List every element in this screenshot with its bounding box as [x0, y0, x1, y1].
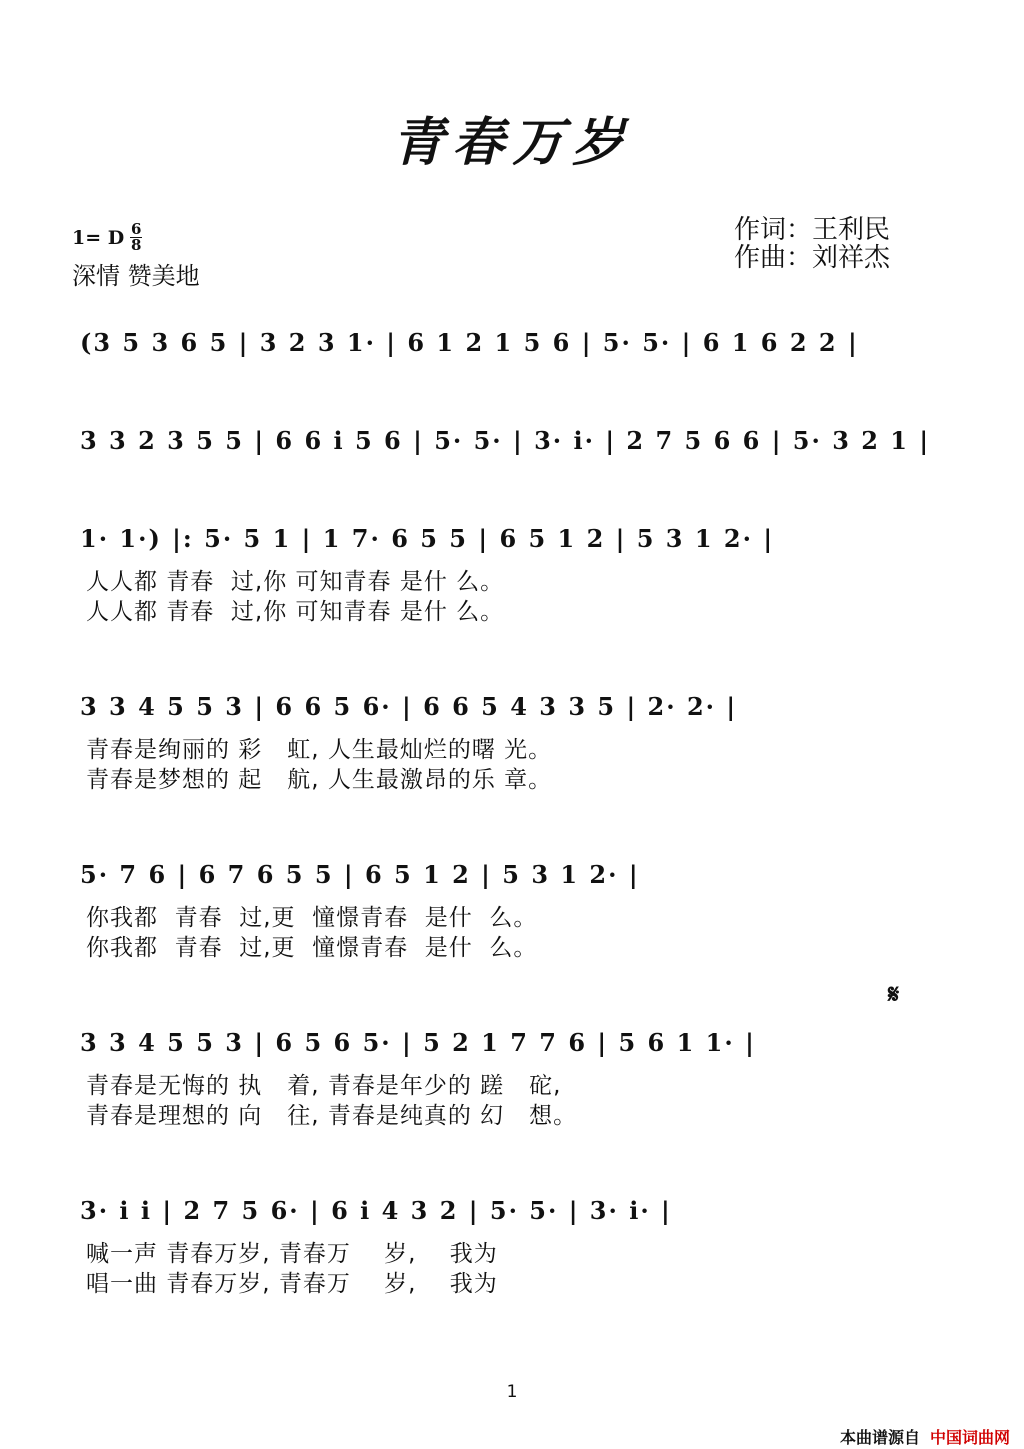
lyric-line-6-v1: 青春是无悔的 执 着, 青春是年少的 蹉 砣, [86, 1073, 562, 1099]
lyric-line-3-v2: 人人都 青春 过,你 可知青春 是什 么。 [86, 599, 505, 625]
score-line-1: (3 5 3 6 5 | 3 2 3 1· | 6 1 2 1 5 6 | 5· 5· | 6 1 6 2 2 | [80, 328, 859, 357]
lyric-line-7-v1: 喊一声 青春万岁, 青春万 岁, 我为 [86, 1241, 498, 1267]
credits [734, 216, 890, 272]
tempo-marking: 深情 赞美地 [72, 262, 200, 290]
time-signature [130, 222, 142, 253]
score-line-2: 3 3 2 3 5 5 | 6 6 i 5 6 | 5· 5· | 3· i· | 2 7 5 6 6 | 5· 3 2 1 | [80, 426, 931, 455]
score-line-4: 3 3 4 5 5 3 | 6 6 5 6· | 6 6 5 4 3 3 5 | 2· 2· | [80, 692, 738, 721]
lyric-line-5-v1: 你我都 青春 过,更 憧憬青春 是什 么。 [86, 905, 538, 931]
lyric-line-7-v2: 唱一曲 青春万岁, 青春万 岁, 我为 [86, 1271, 498, 1297]
meter-top: 6 [131, 220, 142, 238]
composer: 作曲：刘祥杰 [734, 243, 891, 273]
lyric-line-4-v2: 青春是梦想的 起 航, 人生最激昂的乐 章。 [86, 767, 553, 793]
lyric-line-6-v2: 青春是理想的 向 往, 青春是纯真的 幻 想。 [86, 1103, 578, 1129]
song-title: 青春万岁 [391, 112, 632, 173]
lyricist: 作词：王利民 [734, 215, 891, 245]
score-line-3: 1· 1·) |: 5· 5 1 | 1 7· 6 5 5 | 6 5 1 2 | 5 3 1 2· | [80, 524, 775, 553]
score-line-7: 3· i i | 2 7 5 6· | 6 i 4 3 2 | 5· 5· | 3· i· | [80, 1196, 672, 1225]
segno-icon: 𝄋 [888, 980, 900, 1010]
key-signature [72, 222, 142, 253]
meter-bottom: 8 [131, 236, 142, 254]
lyric-line-5-v2: 你我都 青春 过,更 憧憬青春 是什 么。 [86, 935, 538, 961]
score-line-6: 3 3 4 5 5 3 | 6 5 6 5· | 5 2 1 7 7 6 | 5 6 1 1· | [80, 1028, 756, 1057]
score-line-5: 5· 7 6 | 6 7 6 5 5 | 6 5 1 2 | 5 3 1 2· | [80, 860, 640, 889]
source-site: 中国词曲网 [929, 1428, 1010, 1447]
lyric-line-3-v1: 人人都 青春 过,你 可知青春 是什 么。 [86, 569, 505, 595]
source-credit [840, 1425, 1010, 1448]
key-label: 1= D [72, 226, 125, 249]
lyric-line-4-v1: 青春是绚丽的 彩 虹, 人生最灿烂的曙 光。 [86, 737, 553, 763]
page-number: 1 [506, 1382, 518, 1402]
source-label: 本曲谱源自 [839, 1428, 920, 1447]
